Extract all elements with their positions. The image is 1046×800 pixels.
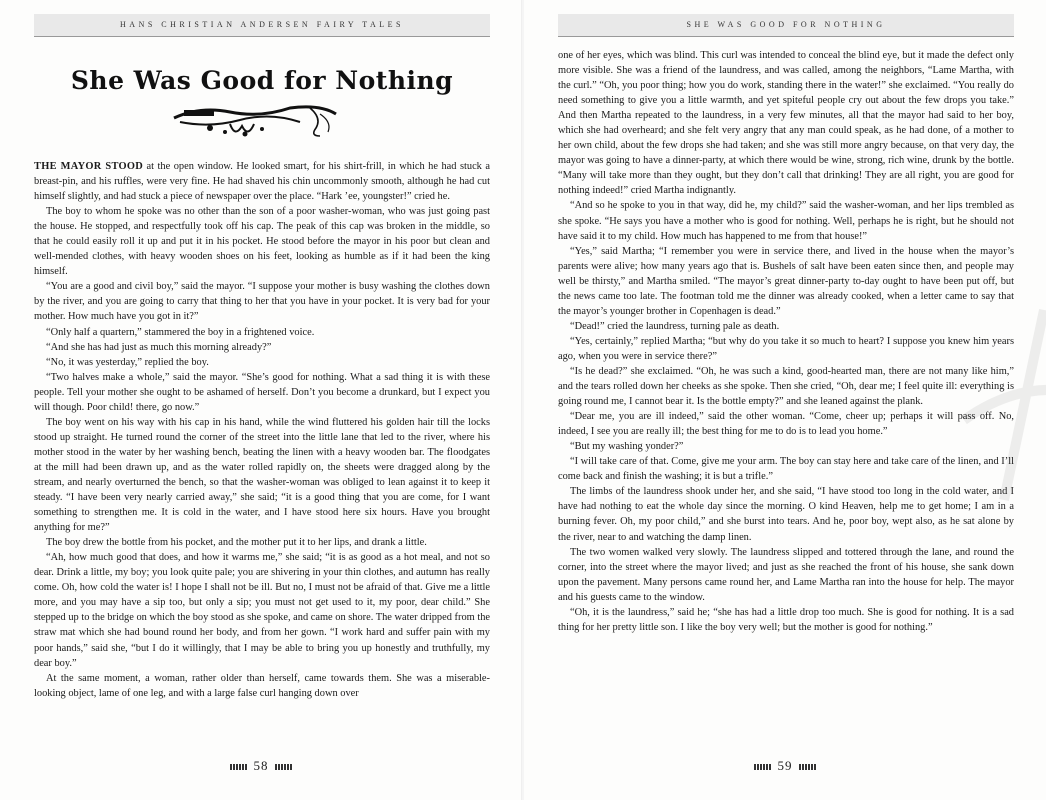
left-text-column	[34, 159, 490, 701]
paragraph: The boy to whom he spoke was no other than the son of a poor washer-woman, who was just going past the house. He stopped, and respectfully took off his cap. The peak of this cap was broken in the middle, so that he could easily roll it up and put it in his pocket. He stood before the mayor in his poor but clean and well-mended clothes, with heavy wooden shoes on his feet, looking as humble as if it had been the king himself.	[34, 206, 490, 278]
paragraph: “But my washing yonder?”	[570, 441, 684, 453]
paragraph: “Yes,” said Martha; “I remember you were in service there, and lived in the house when the mayor’s parents were alive; how many years ago that is. Bushels of salt have been eaten since then, and people may well be thirsty,” and Martha smiled. “The mayor’s great dinner-party to-day ought to have been put off, but the news came too late. The footman told me the dinner was already cooked, when a letter came to say that the mayor’s younger brother in Copenhagen is dead.”	[558, 245, 1014, 317]
paragraph: “I will take care of that. Come, give me your arm. The boy can stay here and take care of the linen, and I’ll come back and finish the washing; it is but a trifle.”	[558, 456, 1014, 483]
folio-ornament-icon	[799, 764, 817, 770]
right-page	[524, 0, 1046, 800]
paragraph: “Dead!” cried the laundress, turning pale as death.	[570, 320, 780, 332]
left-page	[0, 0, 522, 800]
paragraph: At the same moment, a woman, rather older than herself, came towards them. She was a miserable-looking object, lame of one leg, and with a large false curl hanging down over	[34, 672, 490, 699]
paragraph: “Ah, how much good that does, and how it warms me,” she said; “it is as good as a hot meal, and not so dear. Drink a little, my boy; you look quite pale; you are shivering in your thin clothes, and autumn has really come. Oh, how cold the water is! I hope I shall not be ill. But no, I must not be afraid of that. Give me a little more, and you may have a sip too, but only a sip; you must not get used to it, my poor, dear child.” She stepped up to the bridge on which the boy stood as she spoke, and came on shore. The water dripped from the straw mat which she had bound round her body, and from her gown. “I work hard and suffer pain with my poor hands,” said she, “but I do it willingly, that I may be able to bring you up honestly and truthfully, my dear boy.”	[34, 552, 491, 669]
paragraph: “And so he spoke to you in that way, did he, my child?” said the washer-woman, and her lips trembled as she spoke. “He says you have a mother who is good for nothing. Well, perhaps he is right, but he should not have said it to my child. How much has happened to me from that house!”	[558, 200, 1014, 242]
title-ornament-icon	[170, 98, 340, 142]
paragraph: one of her eyes, which was blind. This curl was intended to conceal the blind eye, but it made the defect only more visible. She was a friend of the laundress, and was called, among the neighbors, “Lame Martha, with the curl.” “Oh, you poor thing; how you do work, standing there in the water!” she exclaimed. “You really do need something to give you a little warmth, and yet spiteful people cry out about the few drops you take.” And then Martha repeated to the laundress, in a very few minutes, all that the mayor had said to her boy, which she had overheard; and she felt very angry that any man could speak, as he had done, of a mother to her own child, about the few drops she had taken; and she was still more angry because, on that very day, the mayor was going to have a dinner-party, at which there would be wine, strong, rich wine, drunk by the bottle. “Many will take more than they ought, but they don’t call that drinking! They are all right, you are good for nothing indeed!” cried Martha indignantly.	[558, 50, 1014, 197]
paragraph: “Yes, certainly,” replied Martha; “but why do you take it so much to heart? I suppose you knew him years ago, when you were in service there?”	[558, 335, 1014, 362]
paragraph: The boy drew the bottle from his pocket, and the mother put it to her lips, and drank a little.	[46, 537, 427, 549]
left-running-head: HANS CHRISTIAN ANDERSEN FAIRY TALES	[34, 14, 490, 37]
paragraph: “Is he dead?” she exclaimed. “Oh, he was such a kind, good-hearted man, there are not many like him,” and the tears rolled down her cheeks as she spoke. Then she cried, “Oh, dear me; I feel quite ill: everything is going round me, I cannot bear it. Is the bottle empty?” and she leaned against the plank.	[558, 365, 1014, 408]
paragraph: THE MAYOR STOOD at the open window. He looked smart, for his shirt-frill, in which he had stuck a breast-pin, and his ruffles, were very fine. He had shaved his chin uncommonly smooth, although he had cut himself slightly, and had stuck a piece of newspaper over the place. “Hark ’ee, youngster!” cried he.	[34, 161, 490, 203]
paragraph: “And she has had just as much this morning already?”	[46, 341, 272, 353]
paragraph: The two women walked very slowly. The laundress slipped and tottered through the lane, and round the corner, into the street where the mayor lived; and just as she reached the front of his house, she sank down upon the pavement. Many persons came round her, and Lame Martha ran into the house for help. The mayor and his guests came to the window.	[558, 546, 1014, 603]
paragraph: The limbs of the laundress shook under her, and she said, “I have stood too long in the cold water, and I have had nothing to eat the whole day since the morning. O kind Heaven, help me to get home; I am in a burning fever. Oh, my poor child,” and she burst into tears. And he, poor boy, wept also, as he sat alone by the river, near to and watching the damp linen.	[558, 486, 1014, 543]
paragraph: The boy went on his way with his cap in his hand, while the wind fluttered his golden hair till the locks stood up straight. He turned round the corner of the street into the little lane that led to the river, where his mother stood in the water by her washing bench, beating the linen with a heavy wooden bar. The floodgates at the mill had been drawn up, and as the water rolled rapidly on, the sheets were dragged along by the stream, and nearly overturned the bench, so that the washer-woman was obliged to lean against it to keep it steady. “I have been very nearly carried away,” she said; “it is a good thing that you are come, for I want something to strengthen me. It is cold in the water, and I have stood here six hours. Have you brought anything for me?”	[34, 416, 490, 534]
left-page-number: 58	[0, 758, 522, 774]
lead-in: THE MAYOR STOOD	[34, 161, 144, 172]
paragraph: “You are a good and civil boy,” said the mayor. “I suppose your mother is busy washing the clothes down by the river, and you are going to carry that thing to her that you have in your pocket. It is very bad for your mother. How much have you got in it?”	[34, 281, 490, 323]
paragraph: “Only half a quartern,” stammered the boy in a frightened voice.	[46, 326, 315, 338]
right-page-number: 59	[524, 758, 1046, 774]
right-running-head: SHE WAS GOOD FOR NOTHING	[558, 14, 1014, 37]
folio-ornament-icon	[275, 764, 293, 770]
folio-ornament-icon	[754, 764, 772, 770]
right-text-column	[558, 48, 1014, 635]
paragraph: “Dear me, you are ill indeed,” said the other woman. “Come, cheer up; perhaps it will pass off. No, indeed, I see you are really ill; the best thing for me to do is to lead you home.”	[558, 411, 1014, 438]
paragraph: “Two halves make a whole,” said the mayor. “She’s good for nothing. What a sad thing it is with these people. Tell your mother she ought to be ashamed of herself. Don’t you become a drunkard, but I expect you will though. Poor child! there, go now.”	[34, 371, 490, 413]
story-title: She Was Good for Nothing	[70, 66, 454, 95]
paragraph: “No, it was yesterday,” replied the boy.	[46, 356, 209, 368]
paragraph: “Oh, it is the laundress,” said he; “she has had a little drop too much. She is good for nothing. It is a sad thing for her pretty little son. I like the boy very well; but the mother is good for nothing.”	[558, 606, 1014, 633]
folio-ornament-icon	[230, 764, 248, 770]
